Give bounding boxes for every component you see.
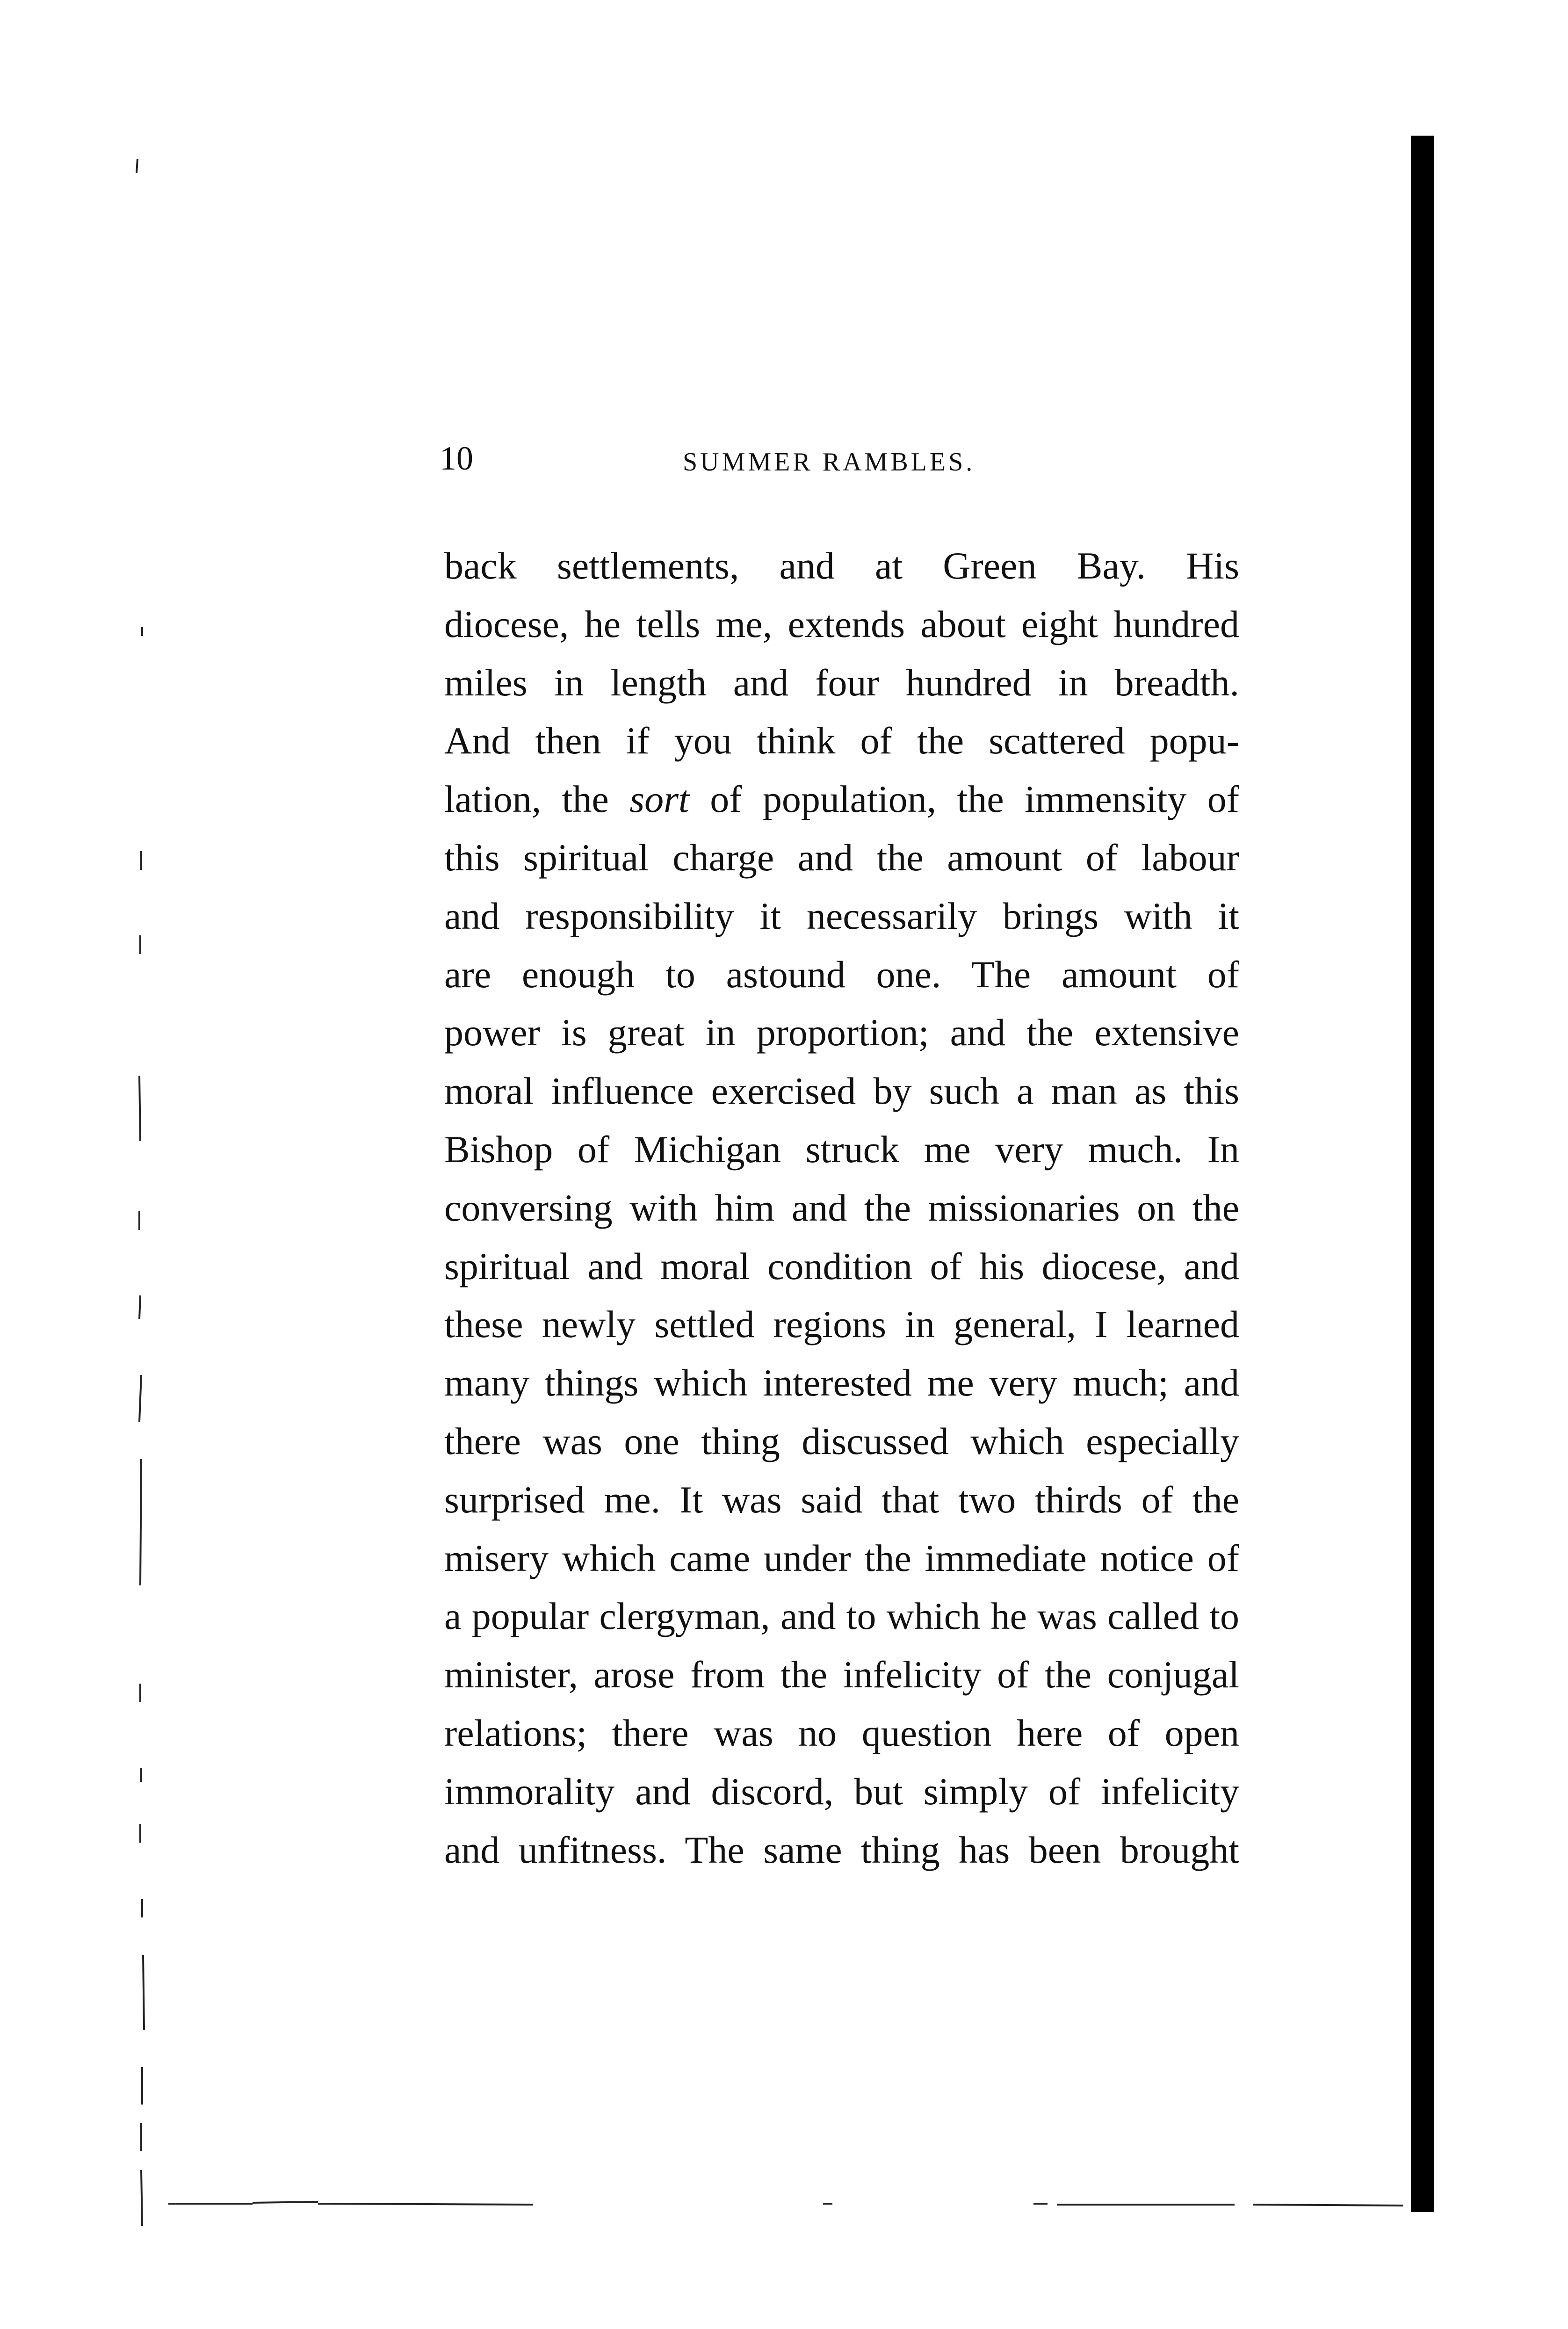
text-line: misery which came under the immediate notice of [444,1536,1239,1579]
left-margin-scan-marks [132,159,151,2226]
text-line: are enough to astound one. The amount of [444,953,1239,996]
bottom-scan-rule [168,2199,1431,2208]
body-paragraph [444,537,1239,1879]
text-line: surprised me. It was said that two thirds of the [444,1478,1239,1521]
running-head: SUMMER RAMBLES. [683,448,975,477]
text-line-with-italic [444,770,1239,829]
page-header [440,435,1244,482]
text-fragment: lation, the [444,778,630,821]
text-line: immorality and discord, but simply of infelicity [444,1770,1239,1813]
text-line: and unfitness. The same thing has been brought [444,1828,1239,1871]
text-line: there was one thing discussed which especially [444,1419,1239,1462]
text-line: and responsibility it necessarily brings with it [444,894,1239,937]
text-fragment: of population, the immensity of [689,778,1239,821]
right-scan-edge [1411,136,1434,2212]
text-line: And then if you think of the scattered popu- [444,719,1239,762]
text-line: spiritual and moral condition of his diocese, and [444,1244,1239,1287]
text-line: this spiritual charge and the amount of labour [444,836,1239,879]
text-line: relations; there was no question here of open [444,1711,1239,1754]
page-number: 10 [440,440,473,477]
text-line: diocese, he tells me, extends about eight hundred [444,602,1239,645]
text-line: these newly settled regions in general, I learned [444,1303,1239,1346]
text-line: a popular clergyman, and to which he was called to [444,1595,1239,1638]
text-line: minister, arose from the infelicity of the conjugal [444,1653,1239,1696]
text-line: miles in length and four hundred in breadth. [444,661,1239,704]
italic-word: sort [629,778,689,821]
text-line: many things which interested me very much; and [444,1361,1239,1404]
text-line: Bishop of Michigan struck me very much. In [444,1128,1239,1171]
text-line: power is great in proportion; and the extensive [444,1011,1239,1054]
text-line: back settlements, and at Green Bay. His [444,544,1239,587]
text-line: moral influence exercised by such a man as this [444,1070,1239,1113]
text-line: conversing with him and the missionaries on the [444,1186,1239,1229]
